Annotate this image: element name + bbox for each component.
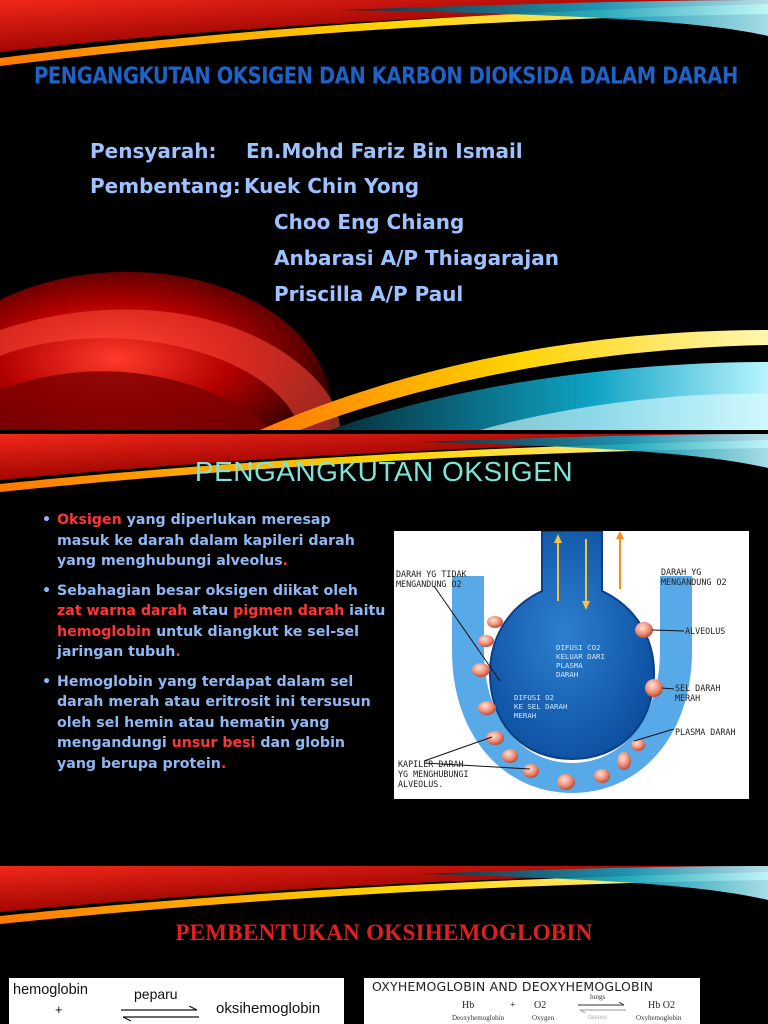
label-capillary: KAPILER DARAH YG MENGHUBUNGI ALVEOLUS.: [398, 759, 469, 789]
bullet-item: [42, 672, 387, 775]
highlighted-term: zat warna darah: [57, 603, 188, 619]
oxyhemoglobin-slide: [0, 866, 768, 1024]
equation-reactant: hemoglobin: [13, 982, 88, 998]
bullet-text: dan globin yang berupa protein: [57, 735, 346, 772]
label-o2-diffusion: DIFUSI O2 KE SEL DARAH MERAH: [514, 693, 568, 720]
presentation-title: PENGANGKUTAN OKSIGEN DAN KARBON DIOKSIDA DALAM DARAH: [34, 62, 738, 90]
presenter-label: Pembentang:: [90, 174, 241, 198]
bullet-text: Sebahagian besar oksigen diikat oleh: [57, 582, 358, 599]
lungs-label: lungs: [590, 993, 606, 1001]
slide-title: PENGANGKUTAN OKSIGEN: [194, 456, 574, 487]
equation-plus: +: [55, 1002, 63, 1017]
equilibrium-arrows-icon: [119, 1006, 201, 1022]
presenter-name: Choo Eng Chiang: [274, 210, 465, 234]
o2-label: O2: [534, 1000, 547, 1011]
bullet-text: Hemoglobin yang terdapat dalam sel darah merah atau eritrosit ini tersusun oleh sel hemin atau hematin yang mengandungi: [57, 673, 371, 751]
slide-title: PEMBENTUKAN OKSIHEMOGLOBIN: [175, 920, 593, 945]
highlighted-term: .: [175, 644, 181, 660]
highlighted-term: pigmen darah: [233, 603, 345, 619]
title-slide: [0, 0, 768, 430]
lecturer-name: En.Mohd Fariz Bin Ismail: [246, 139, 523, 163]
label-alveolus: ALVEOLUS: [685, 626, 726, 636]
equation-panel: [9, 978, 344, 1024]
highlighted-term: Oksigen: [57, 512, 122, 528]
label-blood-plasma: PLASMA DARAH: [675, 727, 736, 737]
tissues-label: tissues: [588, 1013, 607, 1021]
hbo2-label: Hb O2: [648, 1000, 675, 1011]
highlighted-term: hemoglobin: [57, 623, 152, 640]
deoxyhemoglobin-caption: Deoxyhemoglobin: [452, 1014, 505, 1022]
equation-product: oksihemoglobin: [216, 1000, 321, 1017]
bullet-text: atau: [187, 603, 234, 619]
presenter-name: Kuek Chin Yong: [244, 174, 420, 198]
bullet-text: iaitu: [344, 603, 386, 619]
figure-title: OXYHEMOGLOBIN AND DEOXYHEMOGLOBIN: [372, 979, 654, 994]
label-red-blood-cell: SEL DARAH MERAH: [675, 683, 721, 703]
bullet-item: [42, 510, 387, 572]
alveolus-diagram: [394, 531, 749, 799]
bullet-text: untuk diangkut ke sel-sel jaringan tubuh: [57, 623, 360, 660]
plus-label: +: [510, 1000, 516, 1011]
label-oxygenated-blood: DARAH YG MENGANDUNG O2: [661, 567, 727, 587]
oxygen-transport-slide: [0, 434, 768, 864]
presenter-name: Priscilla A/P Paul: [274, 282, 464, 306]
oxygen-caption: Oxygen: [532, 1014, 555, 1022]
label-deoxygenated-blood: DARAH YG TIDAK MENGANDUNG O2: [396, 569, 467, 589]
bullet-item: [42, 581, 387, 663]
oxyhemoglobin-figure: [364, 978, 700, 1024]
hb-label: Hb: [462, 1000, 475, 1011]
label-co2-diffusion: DIFUSI CO2 KELUAR DARI PLASMA DARAH: [556, 643, 605, 679]
lecturer-label: Pensyarah:: [90, 139, 217, 163]
equation-condition: peparu: [134, 986, 178, 1002]
highlighted-term: .: [282, 553, 289, 569]
highlighted-term: unsur besi: [171, 735, 256, 751]
bullet-list: [42, 510, 387, 783]
bullet-text: yang diperlukan meresap masuk ke darah dalam kapileri darah yang menghubungi alveolus: [57, 512, 355, 569]
presenter-name: Anbarasi A/P Thiagarajan: [274, 246, 560, 270]
oxyhemoglobin-caption: Oxyhemoglobin: [636, 1014, 682, 1022]
highlighted-term: .: [220, 755, 227, 772]
